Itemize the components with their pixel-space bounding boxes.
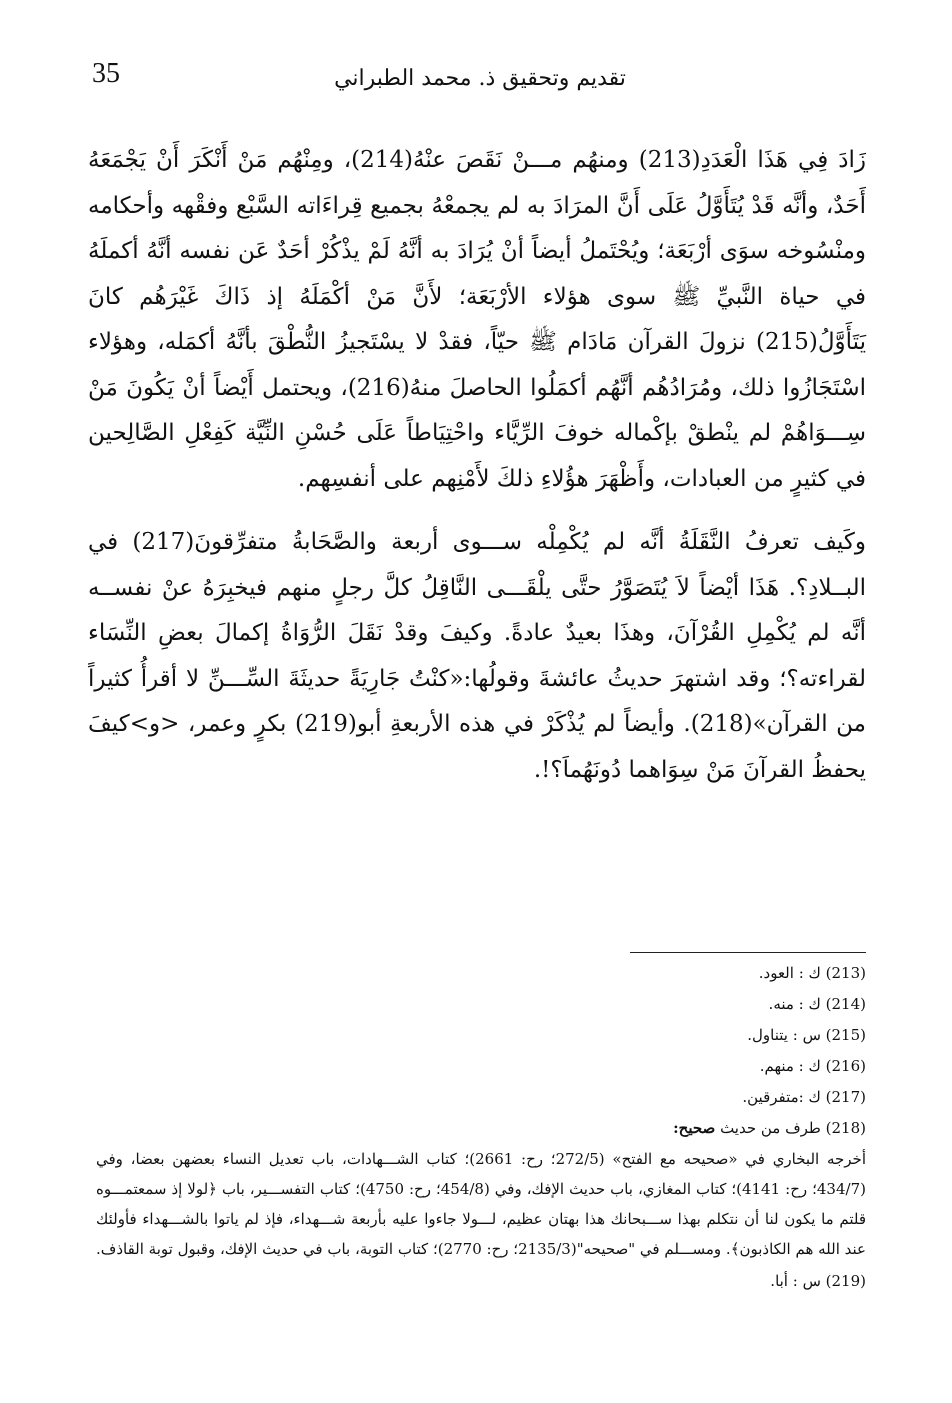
footnote-216: (216) ك : منهم. — [759, 1057, 866, 1075]
footnote-215: (215) س : يتناول. — [747, 1026, 866, 1044]
footnote-214: (214) ك : منه. — [768, 995, 866, 1013]
footnote-separator — [630, 952, 866, 953]
page-number: 35 — [92, 58, 120, 89]
footnote-217: (217) ك :متفرقين. — [742, 1088, 866, 1106]
footnote-218 — [96, 1113, 866, 1144]
footnote-218-body: أخرجه البخاري في «صحيحه مع الفتح» (272/5؛ رح: 2661)؛ كتاب الشـــهادات، باب تعديل النساء بعضهن بعضا، وفي (434/7؛ رح: 4141)؛ كتاب المغازي، باب حديث الإفك، وفي (454/8؛ رح: 4750)؛ كتاب التفســـير، باب ﴿لولا إذ سمعتمـــوه قلتم ما يكون لنا أن نتكلم بهذا ســـبحانك هذا بهتان عظيم، لـــولا جاءوا عليه بأربعة شـــهداء، فإذ لم ياتوا بالشـــهداء فأولئك عند الله هم الكاذبون﴾. ومســـلم في "صحيحه"(2135/3؛ رح: 2770)؛ كتاب التوبة، باب في حديث الإفك، وقبول توبة القاذف. — [96, 1150, 866, 1258]
running-head: تقديم وتحقيق ذ. محمد الطبراني — [334, 66, 626, 91]
main-text — [88, 138, 866, 793]
footnote-213: (213) ك : العود. — [758, 964, 866, 982]
footnote-218-grade: صحيح: — [673, 1119, 716, 1137]
paragraph-2: وكَيف تعرفُ النَّقَلَةُ أنَّه لم يُكْمِلْه ســـوى أربعة والصَّحَابةُ متفرِّقونَ(217) في البــلادِ؟. هَذَا أيْضاً لاَ يُتَصَوَّرُ حتَّى يلْقَـــى النَّاقِلُ كلَّ رجلٍ منهم فيخبِرَهُ عنْ نفســه أنَّه لم يُكْمِلِ القُرْآنَ، وهذَا بعيدٌ عادةً. وكيفَ وقدْ نَقَلَ الرُّوَاةُ إكمالَ بعضِ النِّسَاء لقراءته؟؛ وقد اشتهرَ حديثُ عائشةَ وقولُها:«كنْتُ جَارِيَةً حديثَةَ السِّـــنِّ لا أقرأُ كثيراً من القرآن»(218). وأيضاً لم يُذْكَرْ في هذه الأربعةِ أبو(219) بكرٍ وعمر، <و>كيفَ يحفظُ القرآنَ مَنْ سِوَاهما دُونَهُماَ؟!. — [88, 529, 867, 783]
footnotes — [96, 958, 866, 1297]
paragraph-1: زَادَ فِي هَذَا الْعَدَدِ(213) ومنهُم مـــنْ نَقَصَ عنْهُ(214)، ومِنْهُم مَنْ أَنْكَرَ أَنْ يَجْمَعَهُ أَحَدٌ، وأنَّه قَدْ يُتَأَوَّلُ عَلَى أَنَّ المرَادَ به لم يجمعْهُ بجميع قِراءَاته السَّبْع وفقْهه وأحكامه ومنْسُوخه سوَى أرْبَعَة؛ ويُحْتَملُ أيضاً أنْ يُرَادَ به أنَّهُ لَمْ يذْكُرْ أحَدٌ عَن نفسه أنَّهُ أكملَهُ في حياة النَّبيِّ ﷺ سوى هؤلاء الأرْبَعَة؛ لأَنَّ مَنْ أكْمَلَهُ إذ ذَاكَ غَيْرَهُم كانَ يَتَأَوَّلُ(215) نزولَ القرآن مَادَام ﷺ حيّاً، فقدْ لا يسْتَجيزُ النُّطْقَ بأنَّهُ أكمَله، وهؤلاء اسْتَجَازُوا ذلك، ومُرَادُهُم أنَّهُم أكمَلُوا الحاصلَ منهُ(216)، ويحتمل أَيْضاً أنْ يَكُونَ مَنْ سِـــوَاهُمْ لم ينْطقْ بإكْماله خوفَ الرِّيَّاء واحْتِيَاطاً عَلَى حُسْنِ النِّيَّة كَفِعْلِ الصَّالِحين في كثيرٍ من العبادات، وأَظْهَرَ هؤُلاءِ ذلكَ لأَمْنِهم على أنفسِهم. — [88, 147, 866, 492]
footnote-218-head: (218) طرف من حديث — [715, 1119, 866, 1137]
footnote-219: (219) س : أبا. — [770, 1272, 866, 1290]
